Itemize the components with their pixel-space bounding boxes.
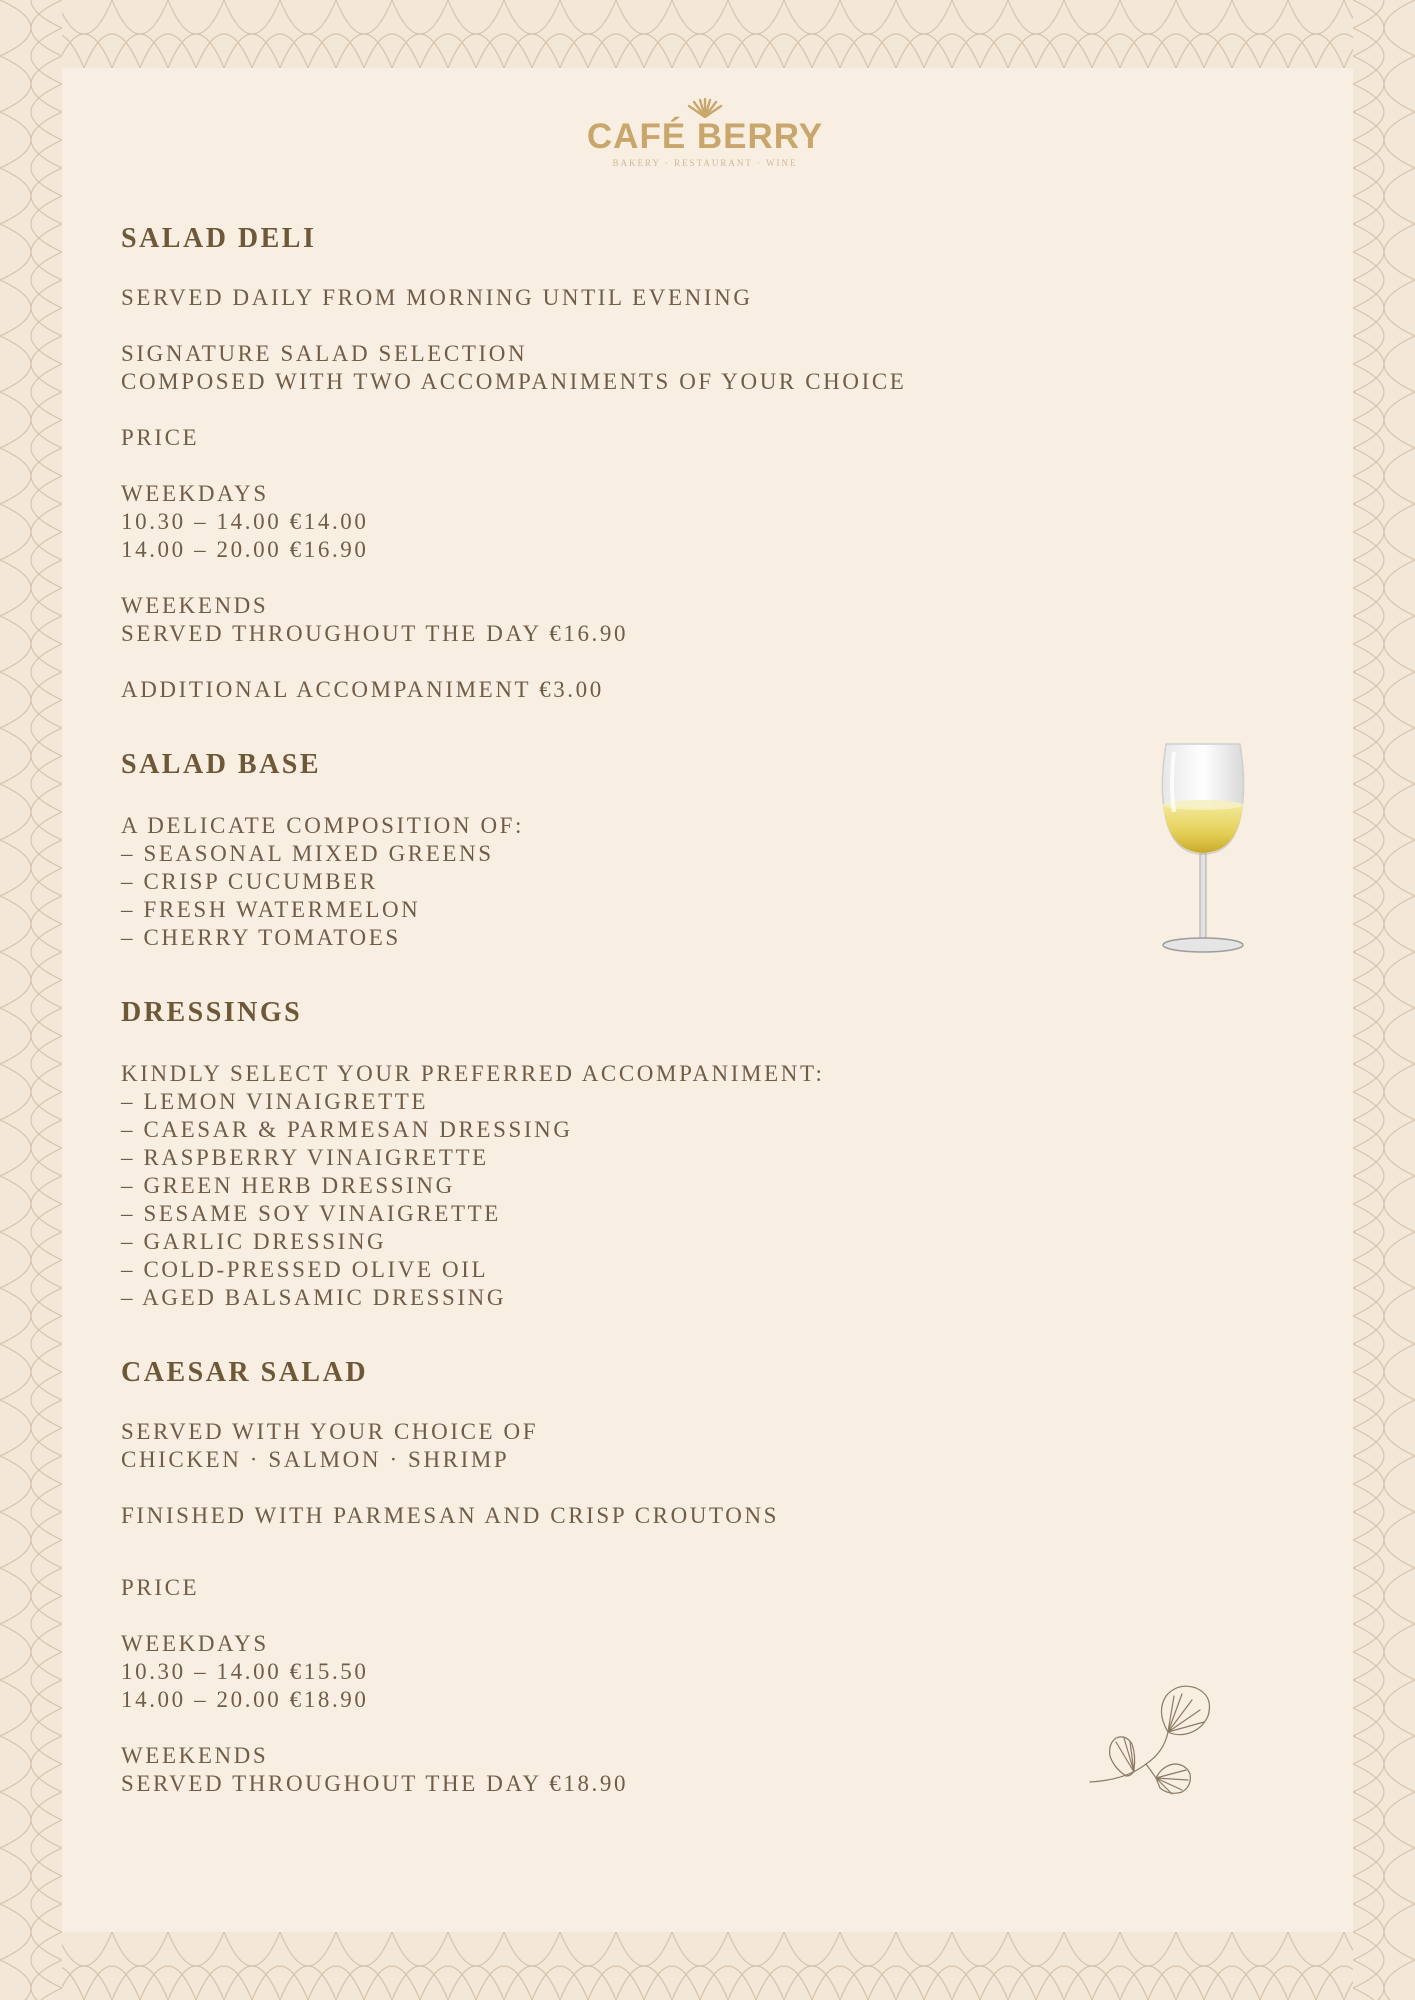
- selection-line: COMPOSED WITH TWO ACCOMPANIMENTS OF YOUR CHOICE: [121, 369, 907, 394]
- section-intro: KINDLY SELECT YOUR PREFERRED ACCOMPANIMENT:: [121, 1061, 825, 1086]
- section-title: DRESSINGS: [121, 997, 303, 1028]
- served-text: SERVED DAILY FROM MORNING UNTIL EVENING: [121, 285, 753, 310]
- list-item: – LEMON VINAIGRETTE: [121, 1089, 429, 1114]
- border-pattern-left: [0, 0, 62, 2000]
- border-pattern-top: [0, 0, 1415, 68]
- ginkgo-leaf-icon: [1086, 1682, 1221, 1807]
- list-item: – FRESH WATERMELON: [121, 897, 421, 922]
- menu-content: [121, 222, 1121, 1798]
- section-caesar-salad: [121, 1356, 1121, 1798]
- section-title: SALAD DELI: [121, 223, 317, 254]
- price-line: 10.30 – 14.00 €15.50: [121, 1659, 369, 1684]
- section-title: CAESAR SALAD: [121, 1357, 369, 1388]
- price-line: SERVED THROUGHOUT THE DAY €18.90: [121, 1771, 629, 1796]
- price-line: SERVED THROUGHOUT THE DAY €16.90: [121, 621, 629, 646]
- list-item: – SESAME SOY VINAIGRETTE: [121, 1201, 501, 1226]
- wine-glass-icon: [1158, 742, 1248, 957]
- section-dressings: [121, 996, 1121, 1312]
- section-title: SALAD BASE: [121, 749, 322, 780]
- price-line: 14.00 – 20.00 €18.90: [121, 1687, 369, 1712]
- section-salad-deli: [121, 222, 1121, 704]
- shell-fan-icon: [685, 98, 725, 118]
- price-label: PRICE: [121, 425, 200, 450]
- list-item: – SEASONAL MIXED GREENS: [121, 841, 494, 866]
- list-item: – COLD-PRESSED OLIVE OIL: [121, 1257, 489, 1282]
- weekends-label: WEEKENDS: [121, 1743, 269, 1768]
- served-text: CHICKEN · SALMON · SHRIMP: [121, 1447, 510, 1472]
- served-text: SERVED WITH YOUR CHOICE OF: [121, 1419, 539, 1444]
- logo-name: CAFÉ BERRY: [586, 117, 824, 156]
- price-label: PRICE: [121, 1575, 200, 1600]
- list-item: – AGED BALSAMIC DRESSING: [121, 1285, 507, 1310]
- weekends-label: WEEKENDS: [121, 593, 269, 618]
- weekdays-label: WEEKDAYS: [121, 481, 269, 506]
- border-pattern-right: [1353, 0, 1415, 2000]
- list-item: – CHERRY TOMATOES: [121, 925, 401, 950]
- section-intro: A DELICATE COMPOSITION OF:: [121, 813, 525, 838]
- section-salad-base: [121, 748, 1121, 952]
- finish-text: FINISHED WITH PARMESAN AND CRISP CROUTONS: [121, 1503, 780, 1528]
- list-item: – GREEN HERB DRESSING: [121, 1173, 455, 1198]
- logo: [560, 98, 850, 168]
- additional-price: ADDITIONAL ACCOMPANIMENT €3.00: [121, 677, 604, 702]
- selection-line: SIGNATURE SALAD SELECTION: [121, 341, 528, 366]
- price-line: 10.30 – 14.00 €14.00: [121, 509, 369, 534]
- list-item: – GARLIC DRESSING: [121, 1229, 387, 1254]
- weekdays-label: WEEKDAYS: [121, 1631, 269, 1656]
- list-item: – CRISP CUCUMBER: [121, 869, 378, 894]
- border-pattern-bottom: [0, 1932, 1415, 2000]
- logo-tagline: BAKERY · RESTAURANT · WINE: [612, 158, 798, 168]
- price-line: 14.00 – 20.00 €16.90: [121, 537, 369, 562]
- list-item: – RASPBERRY VINAIGRETTE: [121, 1145, 489, 1170]
- list-item: – CAESAR & PARMESAN DRESSING: [121, 1117, 573, 1142]
